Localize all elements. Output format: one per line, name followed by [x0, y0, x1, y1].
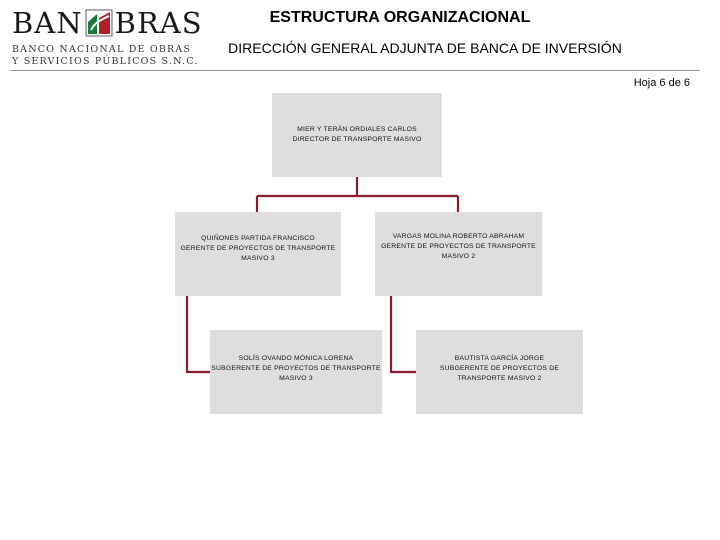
logo-text-left: BAN [12, 6, 83, 40]
node-role: SUBGERENTE DE PROYECTOS DE TRANSPORTE MASIVO 2 [439, 364, 560, 383]
connector-right1-to-right2 [391, 296, 416, 372]
org-node-gerente-2 [375, 212, 542, 296]
logo-tagline-2: Y SERVICIOS PÚBLICOS S.N.C. [12, 56, 199, 67]
org-node-subgerente-2 [416, 330, 583, 414]
logo-text-right: BRAS [114, 6, 203, 40]
node-role: DIRECTOR DE TRANSPORTE MASIVO [292, 136, 422, 143]
node-role: GERENTE DE PROYECTOS DE TRANSPORTE MASIVO 3 [180, 244, 336, 263]
node-name: QUIÑONES PARTIDA FRANCISCO [201, 234, 315, 242]
page-title: ESTRUCTURA ORGANIZACIONAL [269, 9, 531, 26]
org-node-gerente-3 [175, 212, 341, 296]
page-subtitle: DIRECCIÓN GENERAL ADJUNTA DE BANCA DE INVERSIÓN [228, 40, 622, 56]
org-node-director [272, 93, 442, 177]
page-number: Hoja 6 de 6 [633, 77, 690, 89]
connector-left1-to-left2 [187, 296, 210, 372]
node-name: VARGAS MOLINA ROBERTO ABRAHAM [392, 232, 525, 240]
org-node-subgerente-3 [210, 330, 382, 414]
node-name: MIER Y TERÁN ORDIALES CARLOS [297, 125, 417, 133]
logo-tagline-1: BANCO NACIONAL DE OBRAS [12, 44, 192, 55]
node-name: SOLÍS OVANDO MÓNICA LORENA [238, 354, 354, 362]
node-role: SUBGERENTE DE PROYECTOS DE TRANSPORTE MASIVO 3 [211, 364, 381, 383]
node-role: GERENTE DE PROYECTOS DE TRANSPORTE MASIVO 2 [381, 242, 536, 261]
node-name: BAUTISTA GARCÍA JORGE [454, 354, 545, 362]
